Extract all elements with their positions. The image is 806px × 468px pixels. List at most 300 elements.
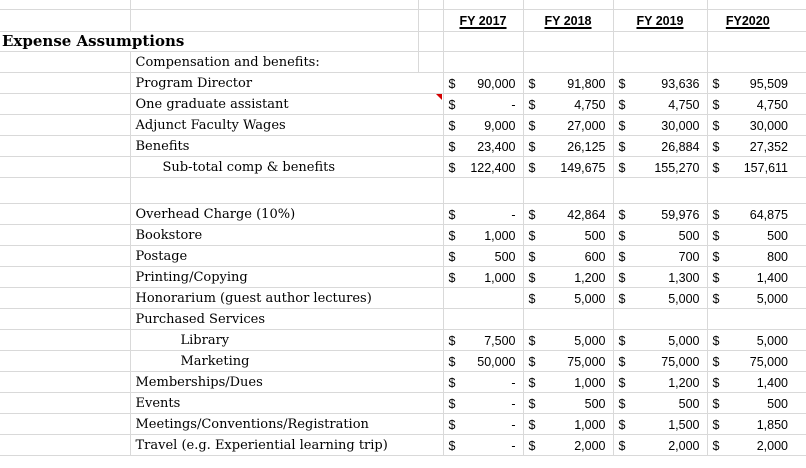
currency-symbol: $	[449, 208, 456, 222]
amount-cell[interactable]	[613, 225, 707, 246]
amount-cell[interactable]	[707, 309, 806, 330]
amount-cell[interactable]	[443, 225, 523, 246]
amount-cell[interactable]	[613, 204, 707, 225]
label-cell[interactable]	[130, 136, 443, 157]
label-cell[interactable]	[130, 267, 443, 288]
currency-symbol: $	[713, 208, 720, 222]
amount-cell[interactable]	[613, 351, 707, 372]
empty-cell[interactable]	[0, 372, 130, 393]
amount-cell[interactable]	[523, 178, 613, 204]
empty-cell[interactable]	[443, 0, 523, 10]
currency-symbol: $	[713, 334, 720, 348]
currency-symbol: $	[529, 229, 536, 243]
year-header-row	[0, 10, 806, 32]
table-row	[0, 309, 806, 330]
amount-cell[interactable]	[523, 157, 613, 178]
currency-symbol: $	[529, 292, 536, 306]
table-row	[0, 136, 806, 157]
amount: 1,500	[668, 418, 699, 432]
label-cell[interactable]	[130, 204, 443, 225]
amount-cell[interactable]	[613, 372, 707, 393]
currency-symbol: $	[619, 334, 626, 348]
table-row	[0, 288, 806, 309]
label-cell[interactable]	[130, 393, 443, 414]
currency-symbol: $	[449, 161, 456, 175]
amount: 5,000	[757, 292, 788, 306]
amount-cell[interactable]	[613, 435, 707, 456]
amount-cell[interactable]	[707, 157, 806, 178]
amount-cell[interactable]	[523, 330, 613, 351]
empty-cell[interactable]	[0, 225, 130, 246]
empty-cell[interactable]	[0, 309, 130, 330]
currency-symbol: $	[449, 77, 456, 91]
amount: 2,000	[757, 439, 788, 453]
currency-symbol: $	[449, 140, 456, 154]
amount: 75,000	[750, 355, 788, 369]
year-header-fy2017[interactable]	[443, 10, 523, 32]
amount: 1,000	[484, 229, 515, 243]
amount-cell[interactable]	[523, 52, 613, 73]
currency-symbol: $	[529, 77, 536, 91]
amount-cell[interactable]	[613, 94, 707, 115]
currency-symbol: $	[449, 334, 456, 348]
amount: 157,611	[744, 161, 788, 175]
empty-cell[interactable]	[523, 0, 613, 10]
amount-cell[interactable]	[707, 136, 806, 157]
label-cell[interactable]	[130, 351, 443, 372]
year-header-fy2020[interactable]	[707, 10, 806, 32]
amount-cell[interactable]	[707, 204, 806, 225]
currency-symbol: $	[713, 140, 720, 154]
amount-cell[interactable]	[523, 73, 613, 94]
amount: 64,875	[750, 208, 788, 222]
amount-cell[interactable]	[707, 351, 806, 372]
amount-cell[interactable]	[613, 246, 707, 267]
empty-cell[interactable]	[0, 157, 130, 178]
table-row	[0, 267, 806, 288]
amount-cell[interactable]	[523, 94, 613, 115]
row-label: Program Director	[136, 76, 253, 91]
amount: 122,400	[470, 161, 515, 175]
amount: 1,400	[757, 376, 788, 390]
amount: 93,636	[661, 77, 699, 91]
currency-symbol: $	[449, 119, 456, 133]
table-row	[0, 330, 806, 351]
label-cell[interactable]	[130, 94, 443, 115]
currency-symbol: $	[619, 98, 626, 112]
currency-symbol: $	[619, 77, 626, 91]
amount-cell[interactable]	[613, 309, 707, 330]
currency-symbol: $	[619, 355, 626, 369]
empty-cell[interactable]	[418, 10, 443, 32]
amount-cell[interactable]	[523, 351, 613, 372]
amount-cell[interactable]	[443, 330, 523, 351]
amount-cell[interactable]	[707, 115, 806, 136]
amount-cell[interactable]	[613, 32, 707, 52]
amount: 75,000	[661, 355, 699, 369]
row-label: Sub-total comp & benefits	[163, 160, 336, 175]
year-header-fy2019[interactable]	[613, 10, 707, 32]
sheet-rows	[0, 32, 806, 456]
currency-symbol: $	[619, 292, 626, 306]
currency-symbol: $	[529, 271, 536, 285]
amount-cell[interactable]	[443, 73, 523, 94]
amount: -	[511, 208, 515, 222]
amount: 500	[679, 397, 700, 411]
table-row	[0, 435, 806, 456]
empty-cell[interactable]	[0, 204, 130, 225]
currency-symbol: $	[529, 119, 536, 133]
empty-cell[interactable]	[418, 52, 443, 73]
empty-cell[interactable]	[0, 246, 130, 267]
currency-symbol: $	[619, 376, 626, 390]
table-row	[0, 414, 806, 435]
empty-cell[interactable]	[0, 288, 130, 309]
row-label: Honorarium (guest author lectures)	[136, 291, 372, 306]
year-header-label: FY2020	[726, 14, 770, 28]
amount: 30,000	[661, 119, 699, 133]
empty-cell[interactable]	[0, 52, 130, 73]
currency-symbol: $	[713, 119, 720, 133]
currency-symbol: $	[529, 439, 536, 453]
currency-symbol: $	[713, 271, 720, 285]
amount-cell[interactable]	[707, 330, 806, 351]
empty-cell[interactable]	[0, 267, 130, 288]
empty-cell[interactable]	[0, 0, 130, 10]
comment-indicator	[436, 94, 442, 100]
amount: 1,200	[668, 376, 699, 390]
empty-cell[interactable]	[0, 94, 130, 115]
currency-symbol: $	[713, 418, 720, 432]
currency-symbol: $	[713, 250, 720, 264]
row-label: Library	[181, 333, 230, 348]
amount-cell[interactable]	[443, 309, 523, 330]
amount-cell[interactable]	[707, 94, 806, 115]
amount: 91,800	[567, 77, 605, 91]
label-cell[interactable]	[130, 288, 443, 309]
currency-symbol: $	[713, 397, 720, 411]
table-row	[0, 52, 806, 73]
amount-cell[interactable]	[443, 246, 523, 267]
amount-cell[interactable]	[523, 372, 613, 393]
table-row	[0, 204, 806, 225]
amount: 1,000	[574, 418, 605, 432]
currency-symbol: $	[449, 229, 456, 243]
currency-symbol: $	[529, 397, 536, 411]
amount-cell[interactable]	[443, 288, 523, 309]
currency-symbol: $	[529, 140, 536, 154]
amount: 500	[585, 397, 606, 411]
amount: 700	[679, 250, 700, 264]
amount-cell[interactable]	[613, 73, 707, 94]
table-row	[0, 372, 806, 393]
amount-cell[interactable]	[707, 435, 806, 456]
currency-symbol: $	[713, 229, 720, 243]
currency-symbol: $	[529, 208, 536, 222]
amount: -	[511, 418, 515, 432]
amount-cell[interactable]	[613, 136, 707, 157]
row-label: Bookstore	[136, 228, 203, 243]
amount: 9,000	[484, 119, 515, 133]
empty-cell[interactable]	[130, 10, 418, 32]
amount-cell[interactable]	[523, 435, 613, 456]
row-label: Purchased Services	[136, 312, 266, 327]
amount: 4,750	[574, 98, 605, 112]
amount: 95,509	[750, 77, 788, 91]
table-row	[0, 225, 806, 246]
amount-cell[interactable]	[443, 414, 523, 435]
table-row	[0, 393, 806, 414]
year-header-label: FY 2017	[459, 14, 506, 28]
empty-cell[interactable]	[0, 351, 130, 372]
currency-symbol: $	[713, 355, 720, 369]
amount-cell[interactable]	[523, 414, 613, 435]
label-cell[interactable]	[130, 115, 443, 136]
currency-symbol: $	[449, 376, 456, 390]
amount: -	[511, 397, 515, 411]
amount-cell[interactable]	[707, 372, 806, 393]
amount-cell[interactable]	[613, 52, 707, 73]
row-label: Memberships/Dues	[136, 375, 263, 390]
currency-symbol: $	[619, 140, 626, 154]
amount: 800	[767, 250, 788, 264]
currency-symbol: $	[449, 355, 456, 369]
label-cell[interactable]	[130, 225, 443, 246]
amount: 26,884	[661, 140, 699, 154]
label-cell[interactable]	[130, 157, 443, 178]
label-cell[interactable]	[130, 414, 443, 435]
row-label: Compensation and benefits:	[136, 55, 320, 70]
currency-symbol: $	[619, 119, 626, 133]
currency-symbol: $	[449, 98, 456, 112]
amount: 149,675	[560, 161, 605, 175]
table-row	[0, 115, 806, 136]
amount-cell[interactable]	[443, 115, 523, 136]
currency-symbol: $	[449, 250, 456, 264]
empty-cell[interactable]	[0, 435, 130, 456]
empty-cell[interactable]	[0, 73, 130, 94]
amount: 23,400	[477, 140, 515, 154]
amount: 500	[495, 250, 516, 264]
currency-symbol: $	[449, 418, 456, 432]
amount: 2,000	[574, 439, 605, 453]
amount-cell[interactable]	[613, 178, 707, 204]
amount-cell[interactable]	[523, 246, 613, 267]
currency-symbol: $	[713, 439, 720, 453]
amount-cell[interactable]	[707, 73, 806, 94]
amount: -	[511, 98, 515, 112]
empty-cell[interactable]	[0, 330, 130, 351]
amount-cell[interactable]	[523, 393, 613, 414]
table-row	[0, 73, 806, 94]
empty-cell[interactable]	[613, 0, 707, 10]
amount: 27,352	[750, 140, 788, 154]
amount-cell[interactable]	[523, 225, 613, 246]
label-cell[interactable]	[130, 52, 418, 73]
label-cell[interactable]	[130, 330, 443, 351]
amount-cell[interactable]	[707, 267, 806, 288]
table-row	[0, 351, 806, 372]
currency-symbol: $	[449, 439, 456, 453]
amount-cell[interactable]	[443, 157, 523, 178]
currency-symbol: $	[713, 376, 720, 390]
amount-cell[interactable]	[707, 225, 806, 246]
row-label: Printing/Copying	[136, 270, 248, 285]
sheet-top	[0, 0, 806, 32]
amount-cell[interactable]	[523, 115, 613, 136]
empty-cell[interactable]	[0, 115, 130, 136]
year-header-fy2018[interactable]	[523, 10, 613, 32]
amount-cell[interactable]	[443, 372, 523, 393]
amount-cell[interactable]	[707, 246, 806, 267]
amount: 42,864	[567, 208, 605, 222]
spacer-row	[0, 178, 806, 204]
label-cell[interactable]	[130, 246, 443, 267]
amount-cell[interactable]	[443, 32, 523, 52]
amount-cell[interactable]	[523, 267, 613, 288]
amount: 4,750	[668, 98, 699, 112]
currency-symbol: $	[449, 271, 456, 285]
sheet-footer	[0, 456, 806, 468]
amount-cell[interactable]	[613, 414, 707, 435]
amount: 30,000	[750, 119, 788, 133]
amount-cell[interactable]	[707, 52, 806, 73]
amount-cell[interactable]	[523, 288, 613, 309]
amount: 26,125	[567, 140, 605, 154]
partial-row	[0, 0, 806, 10]
row-label: Postage	[136, 249, 188, 264]
empty-cell[interactable]	[418, 0, 443, 10]
amount-cell[interactable]	[613, 330, 707, 351]
currency-symbol: $	[529, 161, 536, 175]
section-title-cell[interactable]	[0, 32, 418, 52]
amount-cell[interactable]	[613, 288, 707, 309]
table-row	[0, 32, 806, 52]
empty-cell[interactable]	[130, 0, 418, 10]
amount-cell[interactable]	[443, 94, 523, 115]
currency-symbol: $	[529, 98, 536, 112]
amount-cell[interactable]	[523, 309, 613, 330]
amount: 155,270	[654, 161, 699, 175]
row-label: Adjunct Faculty Wages	[136, 118, 286, 133]
label-cell[interactable]	[130, 73, 443, 94]
amount-cell[interactable]	[707, 178, 806, 204]
amount: 5,000	[574, 334, 605, 348]
amount-cell[interactable]	[707, 288, 806, 309]
currency-symbol: $	[619, 397, 626, 411]
currency-symbol: $	[713, 161, 720, 175]
amount-cell[interactable]	[707, 32, 806, 52]
currency-symbol: $	[529, 334, 536, 348]
row-label: Travel (e.g. Experiential learning trip)	[136, 438, 388, 453]
amount: 4,750	[757, 98, 788, 112]
currency-symbol: $	[449, 397, 456, 411]
table-row	[0, 94, 806, 115]
amount: 1,000	[574, 376, 605, 390]
currency-symbol: $	[529, 418, 536, 432]
amount: 5,000	[757, 334, 788, 348]
currency-symbol: $	[619, 439, 626, 453]
amount-cell[interactable]	[523, 32, 613, 52]
currency-symbol: $	[529, 355, 536, 369]
currency-symbol: $	[619, 208, 626, 222]
currency-symbol: $	[713, 98, 720, 112]
currency-symbol: $	[529, 376, 536, 390]
amount: 90,000	[477, 77, 515, 91]
amount-cell[interactable]	[443, 351, 523, 372]
row-label: Benefits	[136, 139, 190, 154]
amount-cell[interactable]	[443, 267, 523, 288]
empty-cell[interactable]	[418, 32, 443, 52]
empty-area	[0, 456, 806, 468]
amount-cell[interactable]	[443, 136, 523, 157]
amount-cell[interactable]	[613, 115, 707, 136]
amount: 2,000	[668, 439, 699, 453]
label-cell[interactable]	[130, 372, 443, 393]
label-cell[interactable]	[130, 309, 443, 330]
amount: 600	[585, 250, 606, 264]
currency-symbol: $	[713, 77, 720, 91]
currency-symbol: $	[713, 292, 720, 306]
row-label: Overhead Charge (10%)	[136, 207, 296, 222]
empty-cell[interactable]	[0, 178, 130, 204]
amount: 5,000	[574, 292, 605, 306]
amount: 500	[767, 229, 788, 243]
label-cell[interactable]	[130, 435, 443, 456]
currency-symbol: $	[619, 271, 626, 285]
amount-cell[interactable]	[443, 204, 523, 225]
empty-cell[interactable]	[0, 136, 130, 157]
amount-cell[interactable]	[613, 267, 707, 288]
empty-cell[interactable]	[0, 414, 130, 435]
amount-cell[interactable]	[443, 52, 523, 73]
year-header-label: FY 2019	[636, 14, 683, 28]
amount-cell[interactable]	[443, 393, 523, 414]
empty-cell[interactable]	[707, 0, 806, 10]
empty-cell[interactable]	[0, 393, 130, 414]
amount: -	[511, 439, 515, 453]
amount-cell[interactable]	[523, 204, 613, 225]
amount: 27,000	[567, 119, 605, 133]
label-cell[interactable]	[130, 178, 443, 204]
table-row	[0, 157, 806, 178]
row-label: One graduate assistant	[136, 97, 289, 112]
filler-row	[0, 456, 806, 468]
amount-cell[interactable]	[443, 178, 523, 204]
amount-cell[interactable]	[443, 435, 523, 456]
amount: 1,300	[668, 271, 699, 285]
amount: 59,976	[661, 208, 699, 222]
currency-symbol: $	[619, 418, 626, 432]
amount: -	[511, 376, 515, 390]
amount-cell[interactable]	[613, 393, 707, 414]
amount-cell[interactable]	[523, 136, 613, 157]
table-row	[0, 246, 806, 267]
amount: 7,500	[484, 334, 515, 348]
amount: 50,000	[477, 355, 515, 369]
amount-cell[interactable]	[613, 157, 707, 178]
amount: 1,400	[757, 271, 788, 285]
amount: 1,850	[757, 418, 788, 432]
empty-cell[interactable]	[0, 10, 130, 32]
amount: 500	[585, 229, 606, 243]
year-header-label: FY 2018	[544, 14, 591, 28]
amount: 500	[679, 229, 700, 243]
amount-cell[interactable]	[707, 393, 806, 414]
currency-symbol: $	[619, 229, 626, 243]
amount-cell[interactable]	[707, 414, 806, 435]
row-label: Meetings/Conventions/Registration	[136, 417, 369, 432]
